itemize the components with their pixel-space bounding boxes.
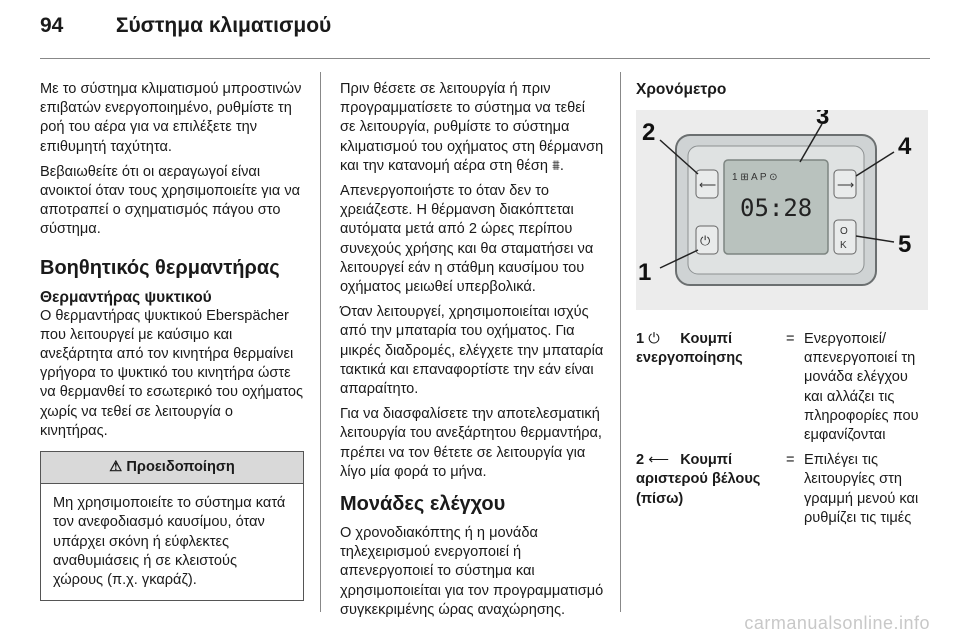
power-icon: ⏻	[700, 233, 711, 248]
definition-term-text: Κουμπί ενεργοποίησης	[636, 331, 743, 367]
definition-item	[636, 451, 928, 528]
definition-text: Επιλέγει τις λειτουργίες στη γραμμή μενού και ρυθμίζει τις τιμές	[804, 452, 919, 526]
definition-equals: =	[786, 331, 795, 347]
warning-text: Μη χρησιμοποιείτε το σύστημα κατά τον ανεφοδιασμό καυσίμου, όταν υπάρχει σκόνη ή εύφλεκτες αναθυμιάσεις ή σε κλειστούς χώρους (π.χ. γκαράζ).	[53, 495, 286, 589]
warning-header	[41, 452, 303, 484]
column-3	[636, 80, 928, 99]
screen-time: 05:28	[740, 194, 813, 222]
arrow-right-icon: ⟶	[837, 178, 855, 192]
section-heading: Βοηθητικός θερμαντήρας	[40, 256, 280, 279]
header-rule	[40, 58, 930, 59]
screen-icons: 1 ⊞ A P ⊙	[732, 172, 778, 183]
ok-k-icon: K	[840, 240, 847, 251]
column-divider-2	[620, 72, 621, 612]
callout-4: 4	[898, 133, 912, 160]
definition-term-text: Κουμπί αριστερού βέλους (πίσω)	[636, 452, 761, 507]
timer-figure	[636, 110, 928, 310]
warning-triangle-icon: ⚠	[109, 459, 123, 476]
arrow-left-icon: ⟵	[699, 178, 717, 192]
callout-5: 5	[898, 231, 912, 258]
paragraph: Για να διασφαλίσετε την αποτελεσματική λειτουργία του ανεξάρτητου θερμαντήρα, πρέπει να τον θέτετε σε λειτουργία για λίγο μία φορά το μήνα.	[340, 406, 602, 480]
paragraph: Απενεργοποιήστε το όταν δεν το χρειάζεστε. Η θέρμανση διακόπτεται αυτόματα μετά από 2 ώρες περίπου συνεχούς χρήσης και θα σταματήσει να λειτουργεί εάν η στάθμη καυσίμου του οχήματος μειωθεί υπερβολικά.	[340, 183, 594, 296]
callout-3: 3	[816, 110, 830, 130]
callout-1: 1	[638, 259, 652, 286]
definition-equals: =	[786, 452, 795, 469]
definition-term	[636, 451, 786, 528]
paragraph: Ο χρονοδιακόπτης ή η μονάδα τηλεχειρισμού ενεργοποιεί ή απενεργοποιεί το σύστημα και χρησιμοποιείται για τον προγραμματισμό συγκεκριμένης ώρας αναχώρησης.	[340, 525, 604, 618]
paragraph: Όταν λειτουργεί, χρησιμοποιείται ισχύς από την μπαταρία του οχήματος. Για μικρές διαδρομές, ελέγχετε την μπαταρία τακτικά και επαναφορτίστε την εάν είναι απαραίτητο.	[340, 304, 604, 398]
column-divider-1	[320, 72, 321, 612]
definition-text: Ενεργοποιεί/απενεργοποιεί τη μονάδα ελέγχου και αλλάζει τις πληροφορίες που εμφανίζονται	[804, 331, 919, 444]
page-header	[40, 14, 331, 38]
section-heading: Μονάδες ελέγχου	[340, 493, 506, 516]
warning-box	[40, 451, 304, 601]
subsection-heading: Θερμαντήρας ψυκτικού	[40, 288, 212, 306]
paragraph: Βεβαιωθείτε ότι οι αεραγωγοί είναι ανοικτοί όταν τους χρησιμοποιείτε για να αποτραπεί ο σχηματισμός πάγου στο σύστημα.	[40, 163, 301, 238]
watermark: carmanualsonline.info	[744, 613, 930, 633]
arrow-left-icon: ⟵	[648, 452, 670, 469]
ok-icon: O	[840, 226, 848, 237]
definition-list	[636, 330, 928, 534]
power-icon: ⏻	[648, 331, 660, 347]
column-1	[40, 80, 304, 601]
paragraph: Με το σύστημα κλιματισμού μπροστινών επιβατών ενεργοποιημένο, ρυθμίστε τη ροή του αέρα για να επιλέξετε την επιθυμητή ταχύτητα.	[40, 81, 302, 155]
section-heading: Χρονόμετρο	[636, 81, 727, 98]
definition-item	[636, 330, 928, 445]
page-number: 94	[40, 14, 64, 37]
paragraph: Ο θερμαντήρας ψυκτικού Eberspächer που λειτουργεί με καύσιμο και ανεξάρτητα από τον κινητήρα θερμαίνει γρήγορα το ψυκτικό του κινητήρα ώστε να θερμανθεί το εσωτερικό του οχήματος χωρίς να τεθεί σε λειτουργία ο κινητήρας.	[40, 307, 304, 439]
page-title: Σύστημα κλιματισμού	[115, 14, 332, 37]
column-2	[340, 80, 604, 626]
definition-term	[636, 330, 786, 445]
warning-title: Προειδοποίηση	[126, 459, 235, 476]
timer-illustration	[636, 110, 928, 310]
callout-2: 2	[642, 119, 656, 146]
definition-number: 2	[636, 452, 645, 469]
definition-number: 1	[636, 331, 645, 347]
paragraph: Πριν θέσετε σε λειτουργία ή πριν προγραμματίσετε το σύστημα να τεθεί σε λειτουργία, ρυθμίστε το σύστημα κλιματισμού του οχήματος στη θέρμανση και την κατανομή αέρα στη θέση ⩩.	[340, 81, 604, 174]
